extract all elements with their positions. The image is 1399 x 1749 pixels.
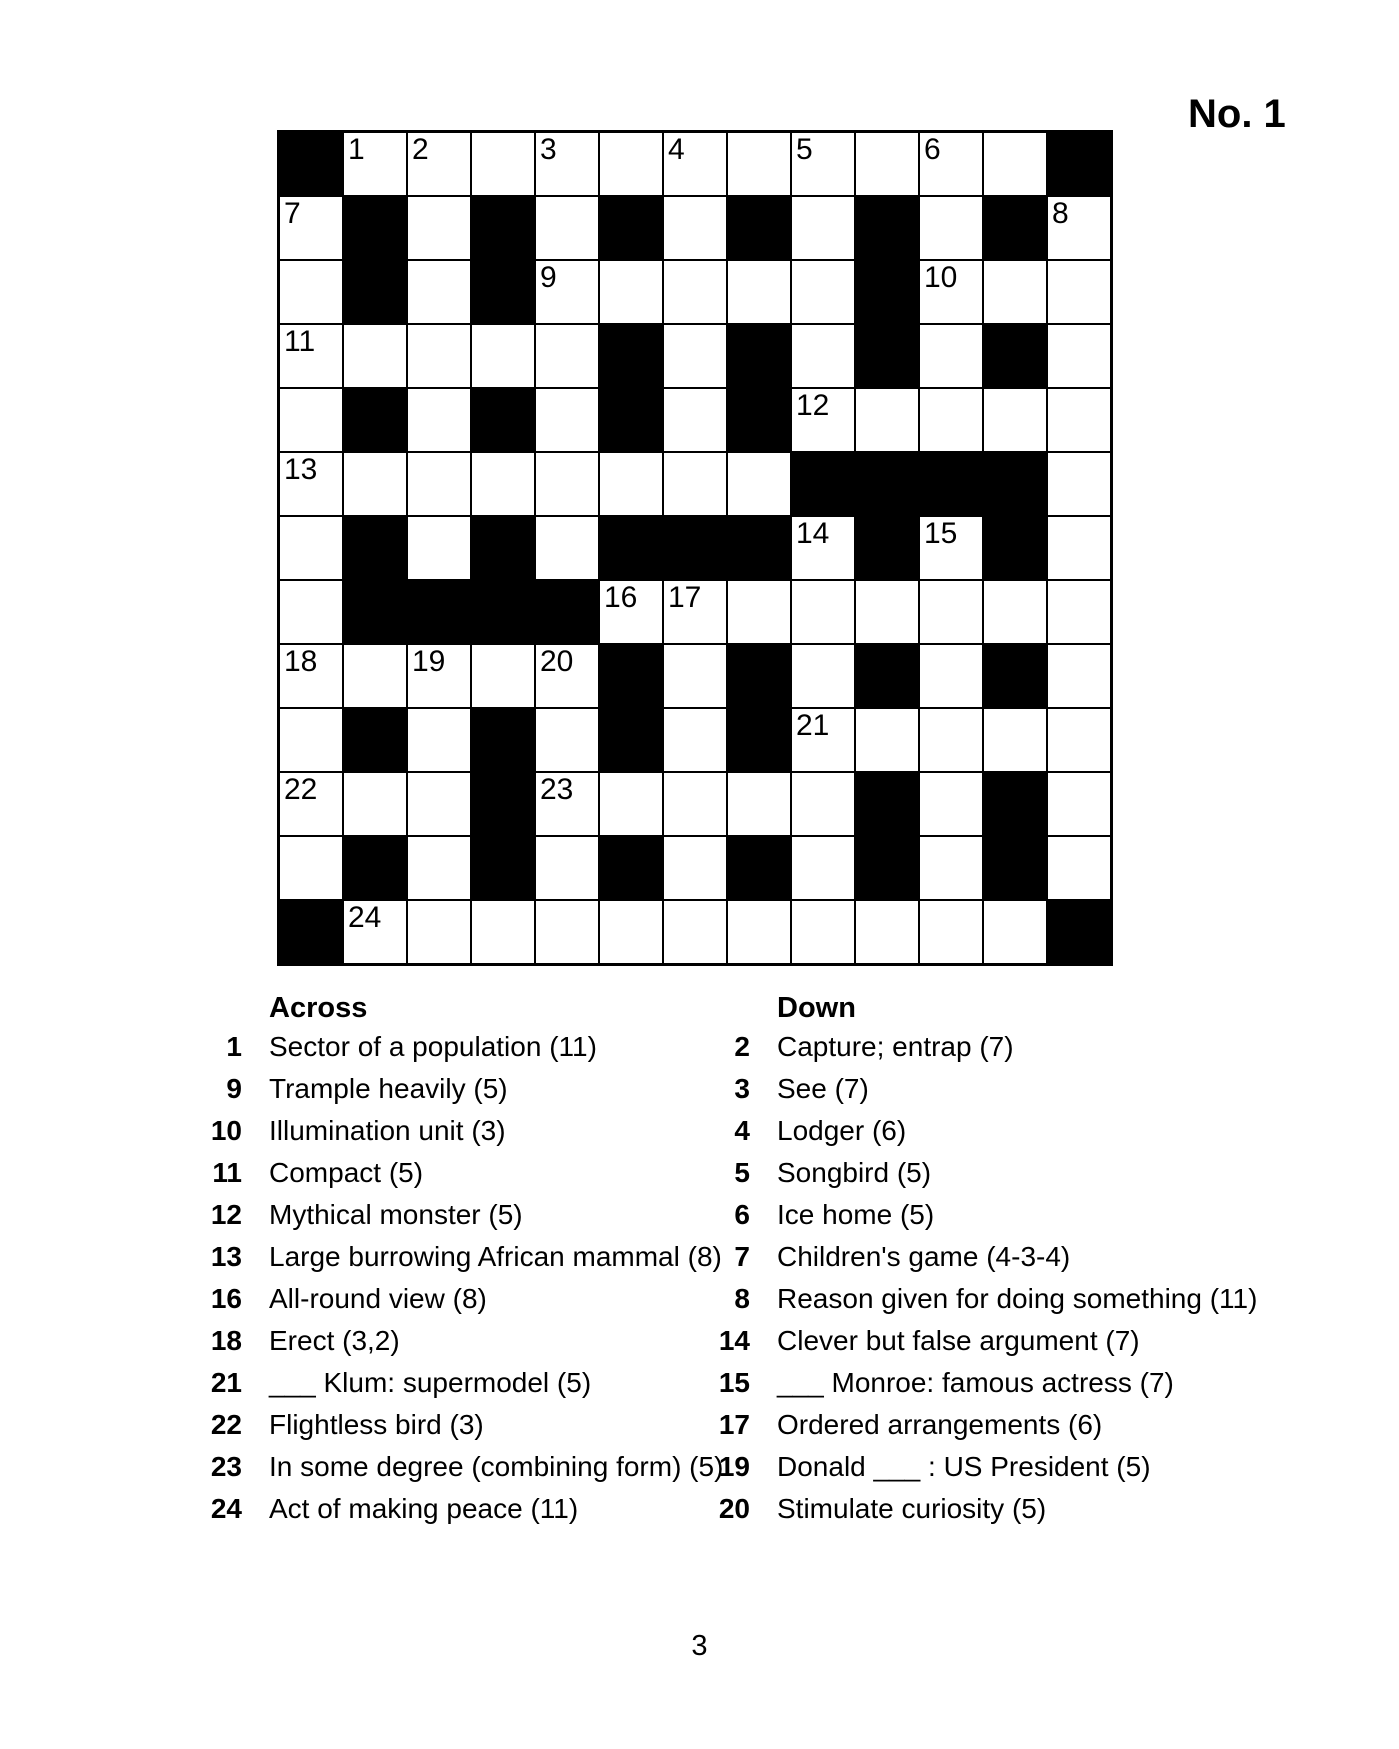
- grid-cell-black: [856, 261, 918, 323]
- grid-cell-black: [472, 261, 534, 323]
- grid-cell-white[interactable]: [792, 133, 854, 195]
- grid-cell-white[interactable]: [792, 581, 854, 643]
- grid-cell-black: [344, 517, 406, 579]
- grid-cell-white[interactable]: [984, 133, 1046, 195]
- clue-item: [698, 1032, 1258, 1062]
- grid-cell-black: [600, 325, 662, 387]
- clue-item: [698, 1284, 1258, 1314]
- grid-cell-white[interactable]: [792, 197, 854, 259]
- grid-cell-white[interactable]: [536, 773, 598, 835]
- grid-cell-white[interactable]: [280, 837, 342, 899]
- grid-cell-white[interactable]: [664, 901, 726, 963]
- clue-text: See (7): [777, 1073, 869, 1104]
- cell-number: 13: [284, 453, 318, 486]
- cell-number: 4: [668, 133, 685, 166]
- grid-cell-white[interactable]: [472, 901, 534, 963]
- clue-number: 1: [226, 1031, 242, 1062]
- clue-text: Sector of a population (11): [269, 1031, 597, 1062]
- down-clue-list: [698, 1032, 1258, 1524]
- grid-cell-white[interactable]: [408, 517, 470, 579]
- grid-cell-white[interactable]: [984, 389, 1046, 451]
- grid-cell-black: [856, 773, 918, 835]
- grid-cell-white[interactable]: [536, 389, 598, 451]
- clue-item: [698, 1326, 1258, 1356]
- grid-cell-white[interactable]: [792, 517, 854, 579]
- clue-item: [698, 1158, 1258, 1188]
- grid-cell-black: [984, 517, 1046, 579]
- grid-cell-white[interactable]: [728, 133, 790, 195]
- grid-cell-white[interactable]: [344, 133, 406, 195]
- clue-text: Act of making peace (11): [269, 1493, 579, 1524]
- cell-number: 14: [796, 517, 830, 550]
- grid-cell-white[interactable]: [792, 773, 854, 835]
- clue-number: 2: [734, 1031, 750, 1062]
- grid-cell-white[interactable]: [408, 901, 470, 963]
- grid-cell-white[interactable]: [280, 517, 342, 579]
- clue-text: Stimulate curiosity (5): [777, 1493, 1047, 1524]
- grid-cell-white[interactable]: [536, 837, 598, 899]
- cell-number: 7: [284, 197, 301, 230]
- puzzle-number: No. 1: [1188, 92, 1286, 136]
- grid-cell-white[interactable]: [1048, 773, 1110, 835]
- grid-cell-white[interactable]: [984, 581, 1046, 643]
- grid-cell-white[interactable]: [664, 389, 726, 451]
- clue-number: 24: [210, 1493, 242, 1524]
- clue-number: 11: [212, 1157, 242, 1188]
- clue-number: 22: [210, 1409, 242, 1440]
- grid-cell-black: [472, 773, 534, 835]
- grid-cell-white[interactable]: [1048, 389, 1110, 451]
- grid-cell-white[interactable]: [408, 261, 470, 323]
- grid-cell-white[interactable]: [664, 261, 726, 323]
- grid-cell-white[interactable]: [728, 581, 790, 643]
- grid-cell-white[interactable]: [280, 773, 342, 835]
- clue-item: [698, 1452, 1258, 1482]
- grid-cell-white[interactable]: [792, 389, 854, 451]
- clue-item: [698, 1200, 1258, 1230]
- grid-cell-white[interactable]: [536, 261, 598, 323]
- grid-cell-white[interactable]: [280, 581, 342, 643]
- grid-cell-white[interactable]: [664, 773, 726, 835]
- grid-cell-white[interactable]: [920, 389, 982, 451]
- cell-number: 9: [540, 261, 557, 294]
- clue-number: 16: [210, 1283, 242, 1314]
- grid-cell-black: [472, 581, 534, 643]
- clue-text: In some degree (combining form) (5): [269, 1451, 724, 1482]
- clue-item: [190, 1494, 730, 1524]
- grid-cell-white[interactable]: [600, 773, 662, 835]
- grid-cell-white[interactable]: [1048, 517, 1110, 579]
- down-clues: [698, 992, 1258, 1536]
- grid-cell-black: [280, 133, 342, 195]
- cell-number: 23: [540, 773, 574, 806]
- grid-cell-white[interactable]: [408, 325, 470, 387]
- grid-cell-black: [600, 837, 662, 899]
- grid-cell-white[interactable]: [408, 133, 470, 195]
- grid-cell-black: [472, 837, 534, 899]
- clue-number: 17: [718, 1409, 750, 1440]
- grid-cell-white[interactable]: [408, 645, 470, 707]
- grid-cell-black: [664, 517, 726, 579]
- grid-cell-white[interactable]: [856, 133, 918, 195]
- grid-cell-white[interactable]: [920, 837, 982, 899]
- grid-cell-black: [600, 197, 662, 259]
- grid-cell-white[interactable]: [984, 901, 1046, 963]
- grid-cell-white[interactable]: [600, 453, 662, 515]
- clue-text: Clever but false argument (7): [777, 1325, 1140, 1356]
- grid-cell-black: [1048, 901, 1110, 963]
- clue-text: Erect (3,2): [269, 1325, 400, 1356]
- clue-text: ___ Klum: supermodel (5): [269, 1367, 592, 1398]
- grid-cell-white[interactable]: [408, 197, 470, 259]
- clue-item: [698, 1074, 1258, 1104]
- grid-cell-black: [600, 389, 662, 451]
- grid-cell-black: [536, 581, 598, 643]
- clue-number: 4: [734, 1115, 750, 1146]
- grid-cell-white[interactable]: [472, 325, 534, 387]
- clue-text: Flightless bird (3): [269, 1409, 484, 1440]
- grid-cell-black: [472, 389, 534, 451]
- grid-cell-white[interactable]: [1048, 581, 1110, 643]
- grid-cell-black: [856, 837, 918, 899]
- grid-cell-white[interactable]: [920, 581, 982, 643]
- grid-cell-white[interactable]: [280, 197, 342, 259]
- grid-cell-white[interactable]: [920, 645, 982, 707]
- clue-item: [698, 1410, 1258, 1440]
- clue-number: 12: [210, 1199, 242, 1230]
- clue-number: 18: [210, 1325, 242, 1356]
- cell-number: 6: [924, 133, 941, 166]
- across-clues: [190, 992, 730, 1536]
- clue-item: [698, 1242, 1258, 1272]
- grid-cell-white[interactable]: [472, 645, 534, 707]
- page-number: 3: [691, 1630, 708, 1662]
- grid-cell-black: [728, 837, 790, 899]
- grid-cell-white[interactable]: [536, 197, 598, 259]
- clue-text: Children's game (4-3-4): [777, 1241, 1071, 1272]
- cell-number: 17: [668, 581, 702, 614]
- grid-cell-white[interactable]: [920, 773, 982, 835]
- grid-cell-white[interactable]: [1048, 645, 1110, 707]
- grid-cell-white[interactable]: [856, 581, 918, 643]
- grid-cell-white[interactable]: [920, 517, 982, 579]
- grid-cell-black: [344, 389, 406, 451]
- grid-cell-white[interactable]: [664, 645, 726, 707]
- clue-item: [190, 1452, 730, 1482]
- clue-item: [190, 1032, 730, 1062]
- grid-cell-white[interactable]: [408, 773, 470, 835]
- grid-cell-white[interactable]: [280, 261, 342, 323]
- clue-number: 14: [718, 1325, 750, 1356]
- grid-cell-white[interactable]: [920, 325, 982, 387]
- clue-number: 15: [718, 1367, 750, 1398]
- clue-text: Songbird (5): [777, 1157, 932, 1188]
- grid-cell-black: [344, 261, 406, 323]
- grid-cell-white[interactable]: [792, 261, 854, 323]
- clue-text: Large burrowing African mammal (8): [269, 1241, 722, 1272]
- cell-number: 24: [348, 901, 382, 934]
- grid-cell-white[interactable]: [664, 837, 726, 899]
- clue-text: Donald ___ : US President (5): [777, 1451, 1151, 1482]
- grid-cell-black: [1048, 133, 1110, 195]
- grid-cell-white[interactable]: [408, 389, 470, 451]
- clue-number: 21: [210, 1367, 242, 1398]
- grid-cell-white[interactable]: [792, 645, 854, 707]
- grid-cell-black: [600, 517, 662, 579]
- grid-cell-black: [984, 325, 1046, 387]
- grid-cell-black: [856, 517, 918, 579]
- grid-cell-white[interactable]: [280, 389, 342, 451]
- grid-cell-white[interactable]: [1048, 197, 1110, 259]
- grid-cell-white[interactable]: [1048, 709, 1110, 771]
- clue-item: [190, 1326, 730, 1356]
- grid-cell-black: [728, 389, 790, 451]
- grid-cell-white[interactable]: [280, 709, 342, 771]
- grid-cell-white[interactable]: [280, 453, 342, 515]
- grid-cell-black: [856, 645, 918, 707]
- across-clue-list: [190, 1032, 730, 1524]
- cell-number: 21: [796, 709, 830, 742]
- clue-number: 8: [734, 1283, 750, 1314]
- grid-cell-white[interactable]: [920, 261, 982, 323]
- clue-text: All-round view (8): [269, 1283, 487, 1314]
- grid-cell-white[interactable]: [920, 133, 982, 195]
- clue-number: 19: [718, 1451, 750, 1482]
- clue-item: [190, 1116, 730, 1146]
- grid-cell-white[interactable]: [1048, 325, 1110, 387]
- grid-cell-black: [600, 645, 662, 707]
- grid-cell-white[interactable]: [280, 645, 342, 707]
- clue-number: 10: [210, 1115, 242, 1146]
- grid-cell-white[interactable]: [536, 709, 598, 771]
- grid-cell-black: [472, 517, 534, 579]
- cell-number: 22: [284, 773, 318, 806]
- grid-cell-white[interactable]: [344, 453, 406, 515]
- grid-cell-white[interactable]: [536, 901, 598, 963]
- grid-cell-black: [856, 197, 918, 259]
- clue-number: 23: [210, 1451, 242, 1482]
- grid-cell-white[interactable]: [920, 709, 982, 771]
- across-header: Across: [269, 992, 368, 1024]
- grid-cell-white[interactable]: [536, 325, 598, 387]
- clue-number: 20: [718, 1493, 750, 1524]
- clue-item: [698, 1116, 1258, 1146]
- grid-cell-black: [728, 645, 790, 707]
- clue-text: Reason given for doing something (11): [777, 1283, 1258, 1314]
- grid-cell-white[interactable]: [344, 645, 406, 707]
- cell-number: 18: [284, 645, 318, 678]
- grid-cell-white[interactable]: [536, 645, 598, 707]
- grid-cell-white[interactable]: [344, 901, 406, 963]
- grid-cell-white[interactable]: [984, 261, 1046, 323]
- clue-item: [698, 1494, 1258, 1524]
- clue-item: [190, 1074, 730, 1104]
- grid-cell-white[interactable]: [664, 325, 726, 387]
- grid-cell-black: [344, 197, 406, 259]
- grid-cell-black: [792, 453, 854, 515]
- grid-cell-white[interactable]: [920, 197, 982, 259]
- clue-item: [190, 1242, 730, 1272]
- grid-cell-white[interactable]: [728, 261, 790, 323]
- grid-cell-white[interactable]: [1048, 453, 1110, 515]
- grid-cell-white[interactable]: [280, 325, 342, 387]
- clue-text: Ordered arrangements (6): [777, 1409, 1103, 1440]
- clue-number: 7: [734, 1241, 750, 1272]
- cell-number: 12: [796, 389, 830, 422]
- cell-number: 1: [348, 133, 365, 166]
- grid-cell-black: [344, 581, 406, 643]
- clue-number: 5: [734, 1157, 750, 1188]
- grid-cell-black: [728, 517, 790, 579]
- grid-cell-black: [600, 709, 662, 771]
- clue-number: 9: [226, 1073, 242, 1104]
- grid-cell-white[interactable]: [728, 901, 790, 963]
- grid-cell-white[interactable]: [472, 133, 534, 195]
- grid-cell-black: [984, 645, 1046, 707]
- clue-text: Compact (5): [269, 1157, 424, 1188]
- grid-cell-white[interactable]: [600, 133, 662, 195]
- grid-cell-white[interactable]: [600, 901, 662, 963]
- grid-cell-white[interactable]: [664, 197, 726, 259]
- clue-number: 6: [734, 1199, 750, 1230]
- clue-text: Trample heavily (5): [269, 1073, 508, 1104]
- clue-item: [190, 1368, 730, 1398]
- grid-cell-white[interactable]: [856, 901, 918, 963]
- grid-cell-black: [472, 709, 534, 771]
- grid-cell-white[interactable]: [792, 837, 854, 899]
- grid-cell-black: [984, 837, 1046, 899]
- cell-number: 16: [604, 581, 638, 614]
- cell-number: 2: [412, 133, 429, 166]
- grid-cell-black: [920, 453, 982, 515]
- clue-number: 13: [210, 1241, 242, 1272]
- cell-number: 5: [796, 133, 813, 166]
- clue-text: ___ Monroe: famous actress (7): [777, 1367, 1174, 1398]
- grid-cell-white[interactable]: [856, 709, 918, 771]
- grid-cell-white[interactable]: [728, 773, 790, 835]
- grid-cell-white[interactable]: [1048, 261, 1110, 323]
- grid-cell-white[interactable]: [792, 709, 854, 771]
- clue-text: Illumination unit (3): [269, 1115, 506, 1146]
- grid-cell-white[interactable]: [408, 709, 470, 771]
- grid-cell-black: [984, 197, 1046, 259]
- grid-cell-white[interactable]: [600, 261, 662, 323]
- grid-cell-white[interactable]: [536, 133, 598, 195]
- cell-number: 19: [412, 645, 446, 678]
- grid-cell-white[interactable]: [344, 325, 406, 387]
- clue-item: [190, 1284, 730, 1314]
- grid-cell-white[interactable]: [1048, 837, 1110, 899]
- grid-cell-white[interactable]: [344, 773, 406, 835]
- crossword-grid: [277, 130, 1113, 966]
- grid-cell-black: [344, 709, 406, 771]
- grid-cell-white[interactable]: [472, 453, 534, 515]
- clue-text: Capture; entrap (7): [777, 1031, 1014, 1062]
- grid-cell-white[interactable]: [600, 581, 662, 643]
- cell-number: 3: [540, 133, 557, 166]
- grid-cell-white[interactable]: [408, 453, 470, 515]
- grid-cell-white[interactable]: [856, 389, 918, 451]
- clue-text: Ice home (5): [777, 1199, 935, 1230]
- clue-item: [190, 1158, 730, 1188]
- cell-number: 15: [924, 517, 958, 550]
- grid-cell-white[interactable]: [728, 453, 790, 515]
- grid-cell-black: [408, 581, 470, 643]
- grid-cell-black: [728, 197, 790, 259]
- grid-cell-black: [728, 325, 790, 387]
- cell-number: 10: [924, 261, 958, 294]
- grid-cell-white[interactable]: [664, 581, 726, 643]
- cell-number: 20: [540, 645, 574, 678]
- down-header: Down: [777, 992, 856, 1024]
- grid-cell-white[interactable]: [792, 901, 854, 963]
- clue-item: [190, 1410, 730, 1440]
- cell-number: 11: [284, 325, 316, 358]
- grid-cell-black: [344, 837, 406, 899]
- grid-cell-white[interactable]: [664, 453, 726, 515]
- clue-text: Lodger (6): [777, 1115, 907, 1146]
- clue-item: [698, 1368, 1258, 1398]
- grid-cell-white[interactable]: [408, 837, 470, 899]
- grid-cell-black: [984, 773, 1046, 835]
- clue-number: 3: [734, 1073, 750, 1104]
- clue-text: Mythical monster (5): [269, 1199, 523, 1230]
- grid-cell-white[interactable]: [664, 133, 726, 195]
- grid-cell-black: [472, 197, 534, 259]
- grid-cell-black: [856, 453, 918, 515]
- grid-cell-black: [280, 901, 342, 963]
- grid-cell-black: [856, 325, 918, 387]
- grid-cell-white[interactable]: [792, 325, 854, 387]
- grid-cell-white[interactable]: [920, 901, 982, 963]
- grid-cell-black: [728, 709, 790, 771]
- clue-item: [190, 1200, 730, 1230]
- grid-cell-white[interactable]: [984, 709, 1046, 771]
- grid-cell-black: [984, 453, 1046, 515]
- grid-cell-white[interactable]: [536, 517, 598, 579]
- grid-cell-white[interactable]: [664, 709, 726, 771]
- cell-number: 8: [1052, 197, 1069, 230]
- grid-cell-white[interactable]: [536, 453, 598, 515]
